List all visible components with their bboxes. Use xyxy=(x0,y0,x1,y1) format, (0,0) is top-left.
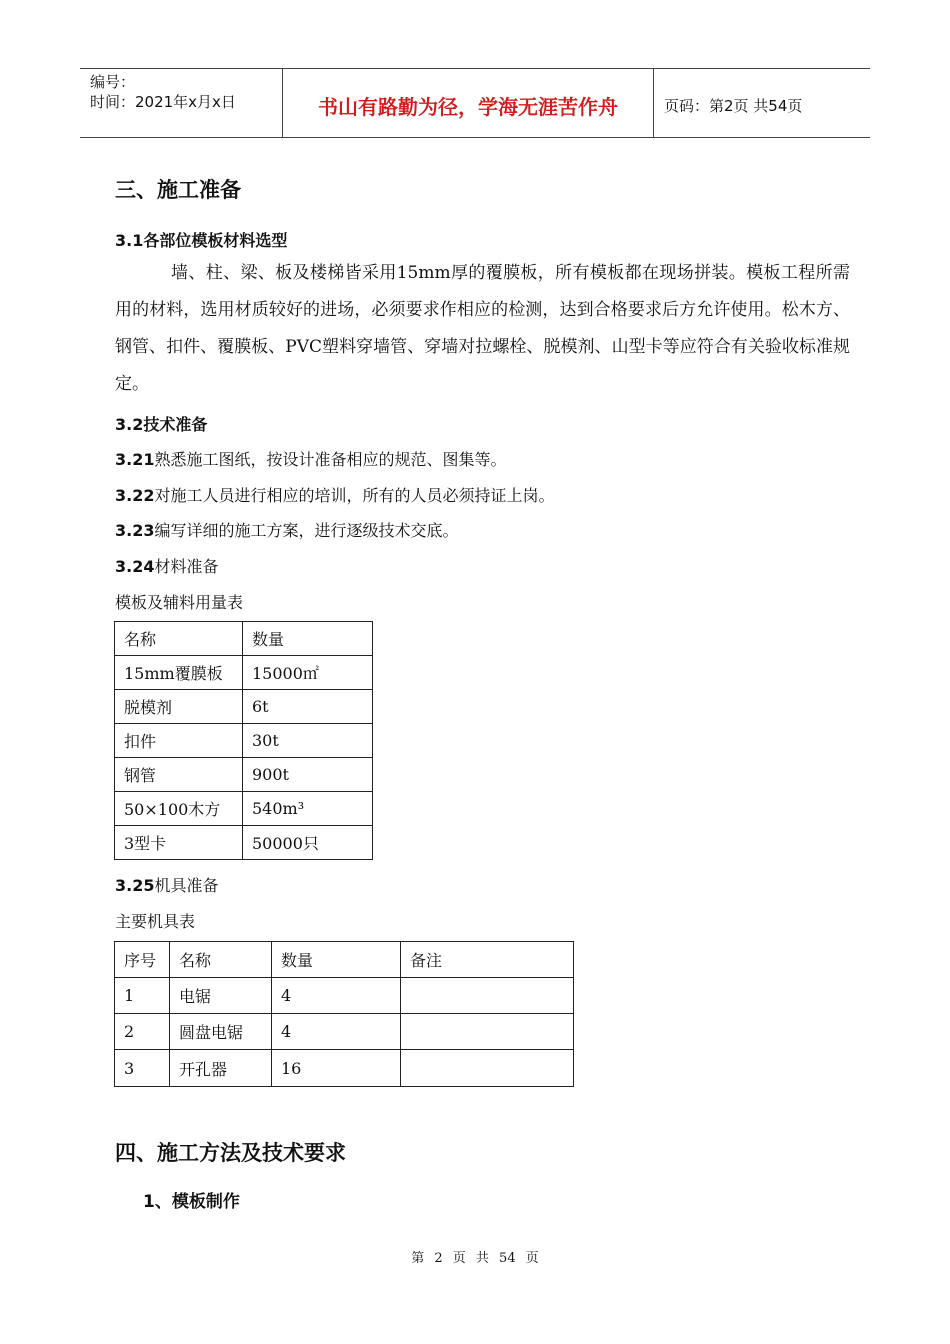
section4-title: 四、施工方法及技术要求 xyxy=(115,1141,346,1165)
s325-text: 机具准备 xyxy=(154,876,219,895)
table-cell: 4 xyxy=(272,1014,401,1050)
table-cell: 序号 xyxy=(115,942,170,978)
s323-num: 3.23 xyxy=(115,521,155,540)
table-cell xyxy=(401,1050,574,1087)
s321-num: 3.21 xyxy=(115,450,155,469)
table-cell: 2 xyxy=(115,1014,170,1050)
table-row xyxy=(115,690,373,724)
table-row xyxy=(115,792,373,826)
s324-text: 材料准备 xyxy=(154,557,219,576)
table-cell: 电锯 xyxy=(170,978,272,1014)
table-cell: 数量 xyxy=(243,622,373,656)
header-time: 时间：2021年x月x日 xyxy=(90,93,236,111)
table-row xyxy=(115,1050,574,1087)
table-cell: 540m³ xyxy=(243,792,373,826)
s321-text: 熟悉施工图纸，按设计准备相应的规范、图集等。 xyxy=(154,450,507,469)
header-meta xyxy=(80,69,282,137)
table-cell: 名称 xyxy=(170,942,272,978)
table-cell: 16 xyxy=(272,1050,401,1087)
s322-num: 3.22 xyxy=(115,486,155,505)
s41-title: 1、模板制作 xyxy=(143,1192,240,1212)
materials-table xyxy=(114,621,373,860)
s31-paragraph: 墙、柱、梁、板及楼梯皆采用15mm厚的覆膜板，所有模板都在现场拼装。模板工程所需用的材料，选用材质较好的进场，必须要求作相应的检测，达到合格要求后方允许使用。松木方、钢管、扣件、覆膜板、PVC塑料穿墙管、穿墙对拉螺栓、脱模剂、山型卡等应符合有关验收标准规定。 xyxy=(115,263,850,394)
table-cell: 圆盘电锯 xyxy=(170,1014,272,1050)
table-cell: 900t xyxy=(243,758,373,792)
s322-text: 对施工人员进行相应的培训，所有的人员必须持证上岗。 xyxy=(154,486,555,505)
table-row xyxy=(115,1014,574,1050)
page-footer: 第 2 页 共 54 页 xyxy=(411,1251,539,1266)
table-cell: 钢管 xyxy=(115,758,243,792)
section3-title: 三、施工准备 xyxy=(115,178,241,202)
table-cell: 名称 xyxy=(115,622,243,656)
table-cell: 数量 xyxy=(272,942,401,978)
table-cell: 1 xyxy=(115,978,170,1014)
table-cell xyxy=(401,978,574,1014)
table-cell: 30t xyxy=(243,724,373,758)
s325-num: 3.25 xyxy=(115,876,155,895)
table-cell: 3型卡 xyxy=(115,826,243,860)
table-cell: 50000只 xyxy=(243,826,373,860)
table-cell: 50×100木方 xyxy=(115,792,243,826)
table2-caption: 主要机具表 xyxy=(115,912,196,931)
page-header xyxy=(80,68,870,138)
table-cell: 4 xyxy=(272,978,401,1014)
table-row xyxy=(115,942,574,978)
s321-line xyxy=(115,447,507,470)
s323-text: 编写详细的施工方案，进行逐级技术交底。 xyxy=(154,521,459,540)
table-cell: 15mm覆膜板 xyxy=(115,656,243,690)
table-row xyxy=(115,978,574,1014)
s322-line xyxy=(115,483,555,506)
table-cell: 15000㎡ xyxy=(243,656,373,690)
s324-num: 3.24 xyxy=(115,557,155,576)
table-cell: 3 xyxy=(115,1050,170,1087)
header-page-info: 页码：第2页 共54页 xyxy=(664,96,803,115)
table-cell: 备注 xyxy=(401,942,574,978)
table-row xyxy=(115,656,373,690)
table-cell: 6t xyxy=(243,690,373,724)
s324-line xyxy=(115,554,219,577)
table-cell: 开孔器 xyxy=(170,1050,272,1087)
table-cell: 脱模剂 xyxy=(115,690,243,724)
s323-line xyxy=(115,518,459,541)
header-motto: 书山有路勤为径，学海无涯苦作舟 xyxy=(282,69,654,137)
table-cell: 扣件 xyxy=(115,724,243,758)
table-cell xyxy=(401,1014,574,1050)
header-number: 编号： xyxy=(90,73,136,91)
table-row xyxy=(115,758,373,792)
s325-line xyxy=(115,873,219,896)
table-row xyxy=(115,826,373,860)
table-row xyxy=(115,622,373,656)
s31-title: 3.1各部位模板材料选型 xyxy=(115,231,288,250)
table-row xyxy=(115,724,373,758)
s32-title: 3.2技术准备 xyxy=(115,415,208,434)
table1-caption: 模板及辅料用量表 xyxy=(115,593,244,612)
equipment-table xyxy=(114,941,574,1087)
